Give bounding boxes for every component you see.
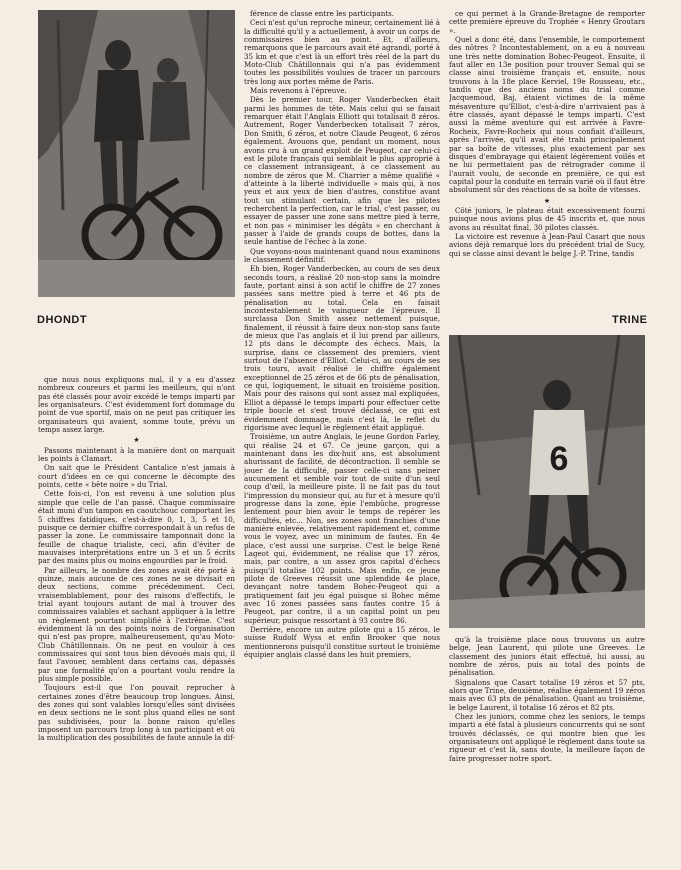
rider-dhondt-photo bbox=[38, 10, 235, 297]
article-column-1 bbox=[38, 376, 235, 860]
paragraph: ce qui permet à la Grande-Bretagne de remporter cette première épreuve du Trophée « Henry Groutars ». bbox=[449, 10, 645, 35]
paragraph: Mais revenons à l'épreuve. bbox=[250, 86, 347, 96]
paragraph: Par ailleurs, le nombre des zones avait été porté à quinze, mais aucune de ces zones ne se divisait en deux sections, comme précédemment. Ceci, vraisemblablement, pour des raisons d'effectifs, le trial ayant toujours autant de mal à trouver des commissaires valables et sachant appliquer à la lettre un règlement pourtant simplifié à l'extrême. C'est évidemment là un des points noirs de l'organisation qui n'est pas propre, malheureusement, qu'au Moto-Club Châtillonnais. On ne peut en vouloir à ces commissaires qui sont tous bien dévoués mais qui, il faut l'avouer, semblent dans certains cas, dépassés par une formalité qu'on a pourtant voulu rendre la plus simple possible. bbox=[38, 565, 235, 684]
paragraph: La victoire est revenue à Jean-Paul Casart que nous avions déjà remarqué lors du précédent trial de Sucy, qui se classe ainsi devant le belge J.-P. Trine, tandis bbox=[449, 231, 645, 258]
photo-caption-trine: TRINE bbox=[612, 314, 648, 326]
paragraph: On sait que le Président Cantalice n'est jamais à court d'idées en ce qui concerne le décompte des points, cette « bête noire » du Trial. bbox=[38, 463, 235, 490]
article-column-2 bbox=[244, 10, 440, 862]
paragraph: Ceci n'est qu'un reproche mineur, certainement lié à la difficulté qu'il y a actuellement, à avoir un corps de commissaires bien au point. Et, d'ailleurs, remarquons que le parcours avait été agrandi, porté à 35 km et que c'est là un effort très réel de la part du Moto-Club Châtillonnais qui n'a pas évidemment toutes les possibilités voulues de tracer un parcours très long aux portes même de Paris. bbox=[244, 18, 440, 86]
paragraph: Côté juniors, le plateau était excessivement fourni puisque nous avions plus de 45 inscrits et, que nous avons au résultat final, 30 pilotes classés. bbox=[449, 205, 645, 232]
paragraph: Troisième, un autre Anglais, le jeune Gordon Farley, qui réalise 24 et 67. Ce jeune garçon, qui a maintenant dans les dix-huit ans, est absolument ahurissant de facilité, de décontraction. Il semble se jouer de la difficulté, passer celle-ci sans peiner aucunement et semble voir tout de suite d'un seul coup d'œil, la meilleure piste. Il ne fait pas du tout l'impression du monsieur qui, au fur et à mesure qu'il progresse dans la zone, épie l'embûche, progresse lentement pour bien avoir le temps de repérer les difficultés, etc... Non, ses zones sont franchies d'une manière enlevée, relativement rapidement et, comme vous le voyez, avec un minimum de fautes. En 4e place, c'est aussi une surprise. C'est le belge René Lageot qui, évidemment, ne réalise que 17 zéros, mais, par contre, a un assez gros capital d'échecs puisqu'il totalise 102 points. Mais enfin, ce jeune pilote de Greeves réussit une splendide 4e place, devançant notre tandem Bohec-Peugeot qui a pratiquement fait jeu égal puisque si Bohec même avec 16 zones passées sans fautes contre 15 à Peugeot, par contre, il a un capital point un peu supérieur, puisque ressortant à 93 contre 86. bbox=[244, 432, 440, 625]
article-column-3 bbox=[449, 10, 645, 330]
paragraph: qu'à la troisième place nous trouvons un autre belge, Jean Laurent, qui pilote une Greeves. Le classement des juniors était effectué, lui aussi, au nombre de zéros, puis au total des points de pénalisation. bbox=[449, 636, 645, 678]
paragraph: Toujours est-il que l'on pouvait reprocher à certaines zones d'être beaucoup trop longues. Ainsi, des zones qui sont valables lorsqu'elles sont divisées en deux sections ne le sont plus quand elles ne sont pas subdivisées, pour la bonne raison qu'elles imposent un parcours trop long à un participant et où la multiplication des possibilités de faute annule la dif- bbox=[38, 683, 235, 743]
paragraph: Que voyons-nous maintenant quand nous examinons le classement définitif. bbox=[244, 246, 440, 264]
paragraph: férence de classe entre les participants. bbox=[250, 10, 395, 18]
paragraph: Quel a donc été, dans l'ensemble, le comportement des nôtres ? Incontestablement, on a eu à nouveau une très nette domination Bohec-Peugeot. Ensuite, il faut aller en 13e position pour trouver Semal qui se classe ainsi troisième français et, ensuite, nous trouvons à la 18e place Kerviel, 19e Rousseau, etc., tandis que des anciens noms du trial comme Jacquemoud, Baj, étaient victimes de la même mésaventure qu'Elliot, c'est-à-dire n'arrivaient pas à être classés, ayant dépassé le temps imparti. C'est aussi la même aventure qui est arrivée à Favre-Rocheix, Favre-Rocheix qui nous confiait d'ailleurs, après l'arrivée, qu'il avait été trahi principalement par sa boîte de vitesses, plus exactement par ses disques d'embrayage qui étaient légèrement voilés et ne lui permettaient pas de rétrograder comme il l'aurait voulu, de seconde en première, ce qui est capital pour la conduite en terrain varié où il faut être absolument sûr des réactions de sa boîte de vitesses. bbox=[449, 35, 645, 195]
rider-trine-illustration bbox=[449, 335, 645, 628]
photo-caption-dhondt: DHONDT bbox=[37, 314, 88, 326]
number-plate-6: 6 bbox=[549, 440, 569, 478]
rider-trine-photo bbox=[449, 335, 645, 628]
section-star: ★ bbox=[543, 195, 551, 205]
paragraph: Cette fois-ci, l'on est revenu à une solution plus simple que celle de l'an passé. Chaque commissaire était muni d'un tampon en caoutchouc comportant les 5 chiffres fatidiques, c'est-à-dire 0, 1, 3, 5 et 10, puisque ce dernier chiffre correspondait à un refus de passer la zone. Le commissaire tamponnait donc la feuille de chaque trialiste, ceci, afin d'éviter de mauvaises interprétations entre un 3 et un 5 écrits par des mains plus ou moins engourdies par le froid. bbox=[38, 489, 235, 566]
paragraph: que nous nous expliquons mal, il y a eu d'assez nombreux coureurs et parmi les meilleurs, qui n'ont pas été classés pour avoir excédé le temps imparti par les organisateurs. C'est évidemment fort dommage du point de vue sportif, mais on ne peut pas critiquer les organisateurs qui avaient, somme toute, prévu un temps assez large. bbox=[38, 376, 235, 435]
rider-dhondt-illustration bbox=[38, 10, 235, 297]
paragraph: Signalons que Casart totalise 19 zéros et 57 pts, alors que Trine, deuxième, réalise également 19 zéros mais avec 63 pts de pénalisation. Quant au troisième, le belge Laurent, il totalise 16 zéros et 82 pts. bbox=[449, 677, 645, 712]
paragraph: Chez les juniors, comme chez les seniors, le temps imparti a été fatal à plusieurs concurrents qui se sont trouvés déclassés, ce qui montre bien que les organisateurs ont appliqué le règlement dans toute sa rigueur et c'est là, sans doute, la meilleure façon de faire progresser notre sport. bbox=[449, 712, 645, 763]
paragraph: Eh bien, Roger Vanderbecken, au cours de ses deux seconds tours, a réalisé 20 non-stop sans la moindre faute, portant ainsi à son actif le chiffre de 27 zones passées sans mettre pied à terre et 46 pts de pénalisation au total. Cela en faisait incontestablement le vainqueur de l'épreuve. Il surclassa Don Smith assez nettement puisque, finalement, il réussit à faire deux non-stop sans faute de mieux que l'as anglais et il lui prend par ailleurs, 12 pts dans le décompte des échecs. Mais, la surprise, dans ce classement des premiers, vient surtout de l'absence d'Elliot. Celui-ci, au cours de ses trois tours, avait réalisé le chiffre également exceptionnel de 25 zéros et de 66 pts de pénalisation, ce qui, logiquement, le situait en troisième position. Mais pour des raisons qui sont assez mal expliquées, Elliot a dépassé le temps imparti pour effectuer cette triple boucle et s'est trouvé déclassé, ce qui est évidemment dommage, mais c'est là, le reflet du rigorisme avec lequel le règlement était appliqué. bbox=[244, 264, 440, 432]
paragraph: Derrière, encore un autre pilote qui a 15 zéros, le suisse Rudolf Wyss et enfin Brooker que nous mentionnerons puisqu'il constitue surtout le troisième équipier anglais classé dans les huit premiers, bbox=[244, 625, 440, 660]
section-star: ★ bbox=[133, 435, 140, 445]
article-column-4 bbox=[449, 636, 645, 862]
paragraph: Dès le premier tour, Roger Vanderbecken était parmi les hommes de tête. Mais celui qui se faisait remarquer était l'Anglais Elliott qui totalisait 8 zéros. Autrement, Roger Vanderbecken totalisait 7 zéros, Don Smith, 6 zéros, et notre Claude Peugeot, 6 zéros également. Avouons que, pendant un moment, nous avons cru à un grand exploit de Peugeot, car celui-ci est le pilote français qui semblait le plus approprié à ce classement intransigeant, à ce classement au nombre de zéros que M. Charrier a même qualifié « d'atteinte à la liberté individuelle » mais qui, à nos yeux et aux yeux de bien d'autres, constitue avant tout un stimulant certain, afin que les pilotes recherchent la perfection, car le trial, c'est passer, ou essayer de passer une zone sans mettre pied à terre, et non pas « minimiser les dégâts » en cherchant à passer à l'aide de grands coups de bottes, dans la seule hantise de l'échec à la zone. bbox=[244, 95, 440, 247]
paragraph: Passons maintenant à la manière dont on marquait les points à Clamart. bbox=[38, 445, 235, 464]
